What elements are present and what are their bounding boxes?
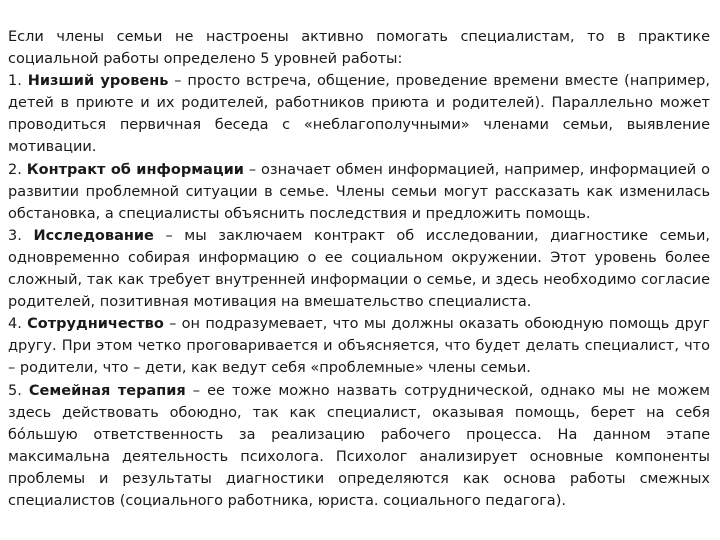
level-2-text: – означает обмен информацией, например, информацией о развитии проблемной ситуации в семье. Члены семьи могут рассказать как изменилась обстановка, а специалисты объяснить последствия и предложить помощь. <box>8 161 710 222</box>
level-5-term: Семейная терапия <box>28 382 186 399</box>
level-1-paragraph <box>8 70 710 158</box>
level-2-term: Контракт об информации <box>26 161 244 178</box>
level-3-text: – мы заключаем контракт об исследовании, диагностике семьи, одновременно собирая информацию о ее социальном окружении. Этот уровень более сложный, так как требует внутренней информации о семье, и здесь необходимо согласие родителей, позитивная мотивация на вмешательство специалиста. <box>8 227 711 311</box>
level-4-text: – он подразумевает, что мы должны оказать обоюдную помощь друг другу. При этом четко проговаривается и объясняется, что будет делать специалист, что – родители, что – дети, как ведут себя «проблемные» члены семьи. <box>8 316 710 377</box>
level-4-paragraph <box>8 313 710 379</box>
level-2-number: 2. <box>8 161 22 178</box>
level-2-paragraph <box>8 159 710 225</box>
level-1-term: Низший уровень <box>27 73 169 90</box>
document-page <box>8 26 710 512</box>
level-4-number: 4. <box>8 316 22 333</box>
intro-paragraph: Если члены семьи не настроены активно помогать специалистам, то в практике социальной работы определено 5 уровней работы: <box>8 29 710 68</box>
level-1-text: – просто встреча, общение, проведение времени вместе (например, детей в приюте и их родителей, работников приюта и родителей). Параллельно может проводиться первичная беседа с «неблагополучными» членами семьи, выявление мотивации. <box>8 73 710 156</box>
level-3-number: 3. <box>8 227 22 244</box>
level-4-term: Сотрудничество <box>27 316 164 333</box>
level-3-term: Исследование <box>33 227 154 244</box>
level-5-number: 5. <box>8 382 22 399</box>
level-3-paragraph <box>8 225 710 313</box>
level-5-paragraph <box>8 380 710 513</box>
level-1-number: 1. <box>8 73 22 90</box>
level-5-text: – ее тоже можно назвать сотруднической, однако мы не можем здесь действовать обоюдно, так как специалист, оказывая помощь, берет на себя бóльшую ответственность за реализацию рабочего процесса. На данном этапе максимальна деятельность психолога. Психолог анализирует основные компоненты проблемы и результаты диагностики определяются как основа работы смежных специалистов (социального работника, юриста. социального педагога). <box>8 382 710 509</box>
